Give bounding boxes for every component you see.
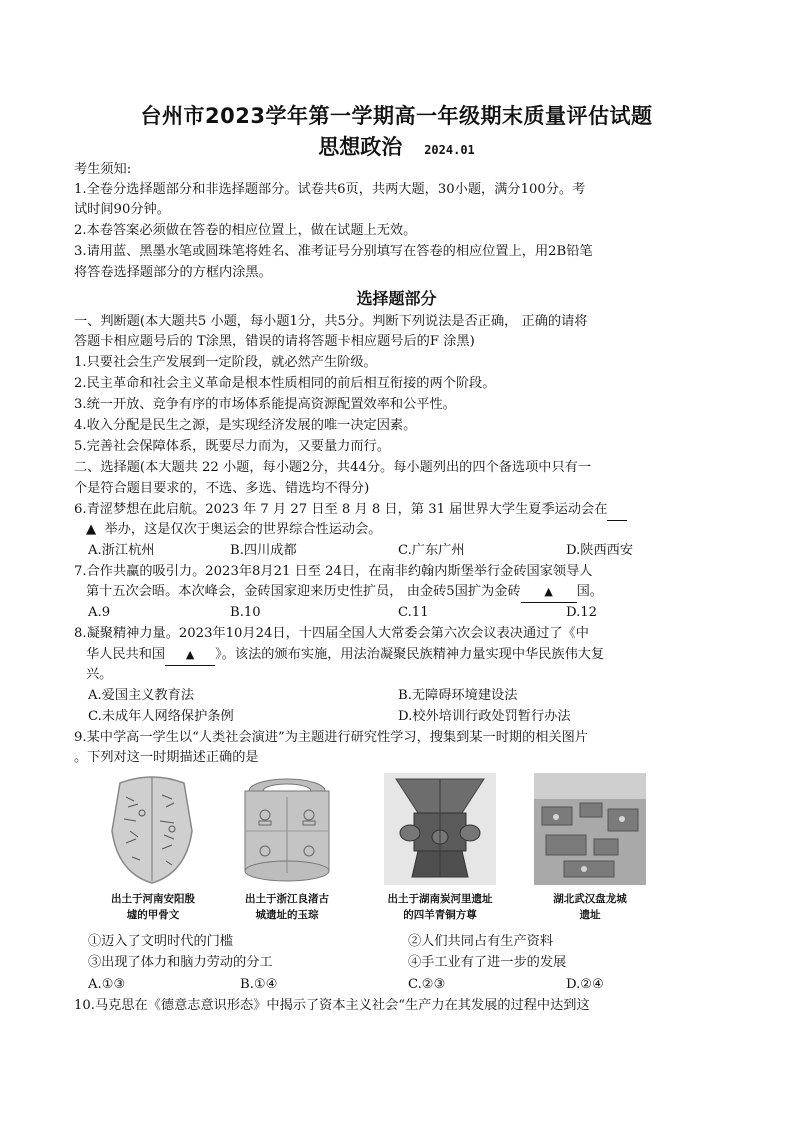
question-6-cont [86, 520, 731, 540]
judgment-item: 5.完善社会保障体系，既要尽力而为，又要量力而行。 [74, 439, 390, 454]
question-9-cont: 。下列对这一时期描述正确的是 [74, 750, 259, 765]
caption-line: 的四羊青铜方尊 [403, 909, 477, 921]
figure-caption [222, 891, 352, 923]
caption-line: 墟的甲骨文 [126, 909, 180, 921]
answer-blank-marker: ▲ [86, 522, 97, 537]
question-text: 国。 [576, 584, 603, 599]
figure-bronze-zun [370, 773, 510, 923]
question-7: 7.合作共赢的吸引力。2023年8月21 日至 24日，在南非约翰内斯堡举行金砖国家领导人 [74, 564, 593, 579]
section-heading: 选择题部分 [356, 289, 437, 308]
option-c: C.②③ [408, 977, 446, 992]
option-a: A.9 [88, 605, 111, 620]
question-text: 举办，这是仅次于奥运会的世界综合性运动会。 [104, 522, 382, 537]
ruins-site-image [534, 773, 646, 885]
question-text: 华人民共和国 [86, 647, 166, 662]
option-a: A.爱国主义教育法 [88, 688, 195, 703]
part2-intro: 个是符合题目要求的，不选、多选、错选均不得分) [74, 481, 370, 496]
subject-line [0, 131, 793, 161]
option-b: B.四川成都 [230, 543, 297, 558]
question-9: 9.某中学高一学生以“人类社会演进”为主题进行研究性学习，搜集到某一时期的相关图片 [74, 730, 588, 745]
caption-line: 湖北武汉盘龙城 [553, 893, 627, 905]
judgment-item: 2.民主革命和社会主义革命是根本性质相同的前后相互衔接的两个阶段。 [74, 376, 496, 391]
option-d: D.陕西西安 [566, 543, 634, 558]
oracle-bone-image [106, 773, 198, 885]
statement-4: ④手工业有了进一步的发展 [408, 955, 567, 970]
figure-ruins-site [525, 773, 655, 923]
statement-2: ②人们共同占有生产资料 [408, 934, 554, 949]
caption-line: 遗址 [579, 909, 601, 921]
option-d: D.校外培训行政处罚暂行办法 [398, 709, 571, 724]
question-8-cont: 兴。 [86, 667, 113, 682]
question-text: 6.青涩梦想在此启航。2023 年 7 月 27 日至 8 月 8 日，第 31 届世界大学生夏季运动会在 [74, 502, 608, 517]
option-d: D.②④ [566, 977, 604, 992]
caption-line: 出土于湖南炭河里遗址 [387, 893, 493, 905]
notice-item: 1.全卷分选择题部分和非选择题部分。试卷共6页，共两大题，30小题，满分100分。考 [74, 182, 586, 197]
option-b: B.10 [230, 605, 261, 620]
notice-heading: 考生须知: [74, 162, 132, 177]
answer-blank: ▲ [165, 645, 215, 666]
notice-item: 试时间90分钟。 [74, 202, 170, 217]
judgment-item: 3.统一开放、竞争有序的市场体系能提高资源配置效率和公平性。 [74, 397, 456, 412]
caption-line: 出土于浙江良渚古 [245, 893, 329, 905]
bronze-zun-image [384, 773, 496, 885]
question-7-cont [86, 582, 731, 603]
option-b: B.①④ [240, 977, 278, 992]
figure-caption [88, 891, 218, 923]
option-c: C.11 [398, 605, 429, 620]
part1-intro: 一、判断题(本大题共5 小题，每小题1分，共5分。判断下列说法是否正确， 正确的请将 [74, 314, 588, 329]
option-c: C.未成年人网络保护条例 [88, 709, 234, 724]
notice-item: 3.请用蓝、黑墨水笔或圆珠笔将姓名、准考证号分别填写在答卷的相应位置上，用2B铅笔 [74, 244, 593, 259]
statement-1: ①迈入了文明时代的门槛 [88, 934, 234, 949]
option-a: A.①③ [88, 977, 126, 992]
question-10: 10.马克思在《德意志意识形态》中揭示了资本主义社会“生产力在其发展的过程中达到这 [74, 998, 590, 1013]
question-text: 》。该法的颁布实施，用法治凝聚民族精神力量实现中华民族伟大复 [215, 647, 605, 662]
judgment-item: 4.收入分配是民生之源，是实现经济发展的唯一决定因素。 [74, 418, 417, 433]
option-d: D.12 [566, 605, 598, 620]
subject-name: 思想政治 [318, 135, 403, 159]
notice-item: 2.本卷答案必须做在答卷的相应位置上，做在试题上无效。 [74, 223, 417, 238]
figure-oracle-bone [88, 773, 218, 923]
jade-cong-image [231, 773, 343, 885]
part2-intro: 二、选择题(本大题共 22 小题，每小题2分，共44分。每小题列出的四个备选项中只有一 [74, 460, 592, 475]
statement-3: ③出现了体力和脑力劳动的分工 [88, 955, 273, 970]
option-a: A.浙江杭州 [88, 543, 155, 558]
figure-jade-cong [222, 773, 352, 923]
exam-date: 2024.01 [424, 143, 475, 157]
figure-caption [525, 891, 655, 923]
judgment-item: 1.只要社会生产发展到一定阶段，就必然产生阶级。 [74, 355, 377, 370]
caption-line: 城遗址的玉琮 [255, 909, 319, 921]
answer-blank: ▲ [521, 582, 577, 603]
caption-line: 出土于河南安阳殷 [111, 893, 195, 905]
notice-item: 将答卷选择题部分的方框内涂黑。 [74, 265, 272, 280]
question-text: 第十五次会晤。本次峰会，金砖国家迎来历史性扩员， 由金砖5国扩为金砖 [86, 584, 521, 599]
question-8-cont [86, 645, 731, 666]
answer-blank [607, 500, 627, 521]
figure-caption [370, 891, 510, 923]
exam-title: 台州市2023学年第一学期高一年级期末质量评估试题 [140, 104, 653, 128]
question-6 [74, 500, 719, 521]
option-c: C.广东广州 [398, 543, 465, 558]
option-b: B.无障碍环境建设法 [398, 688, 518, 703]
question-8: 8.凝聚精神力量。2023年10月24日，十四届全国人大常委会第六次会议表决通过了《中 [74, 626, 589, 641]
part1-intro: 答题卡相应题号后的 T涂黑，错误的请将答题卡相应题号后的F 涂黑) [74, 334, 475, 349]
